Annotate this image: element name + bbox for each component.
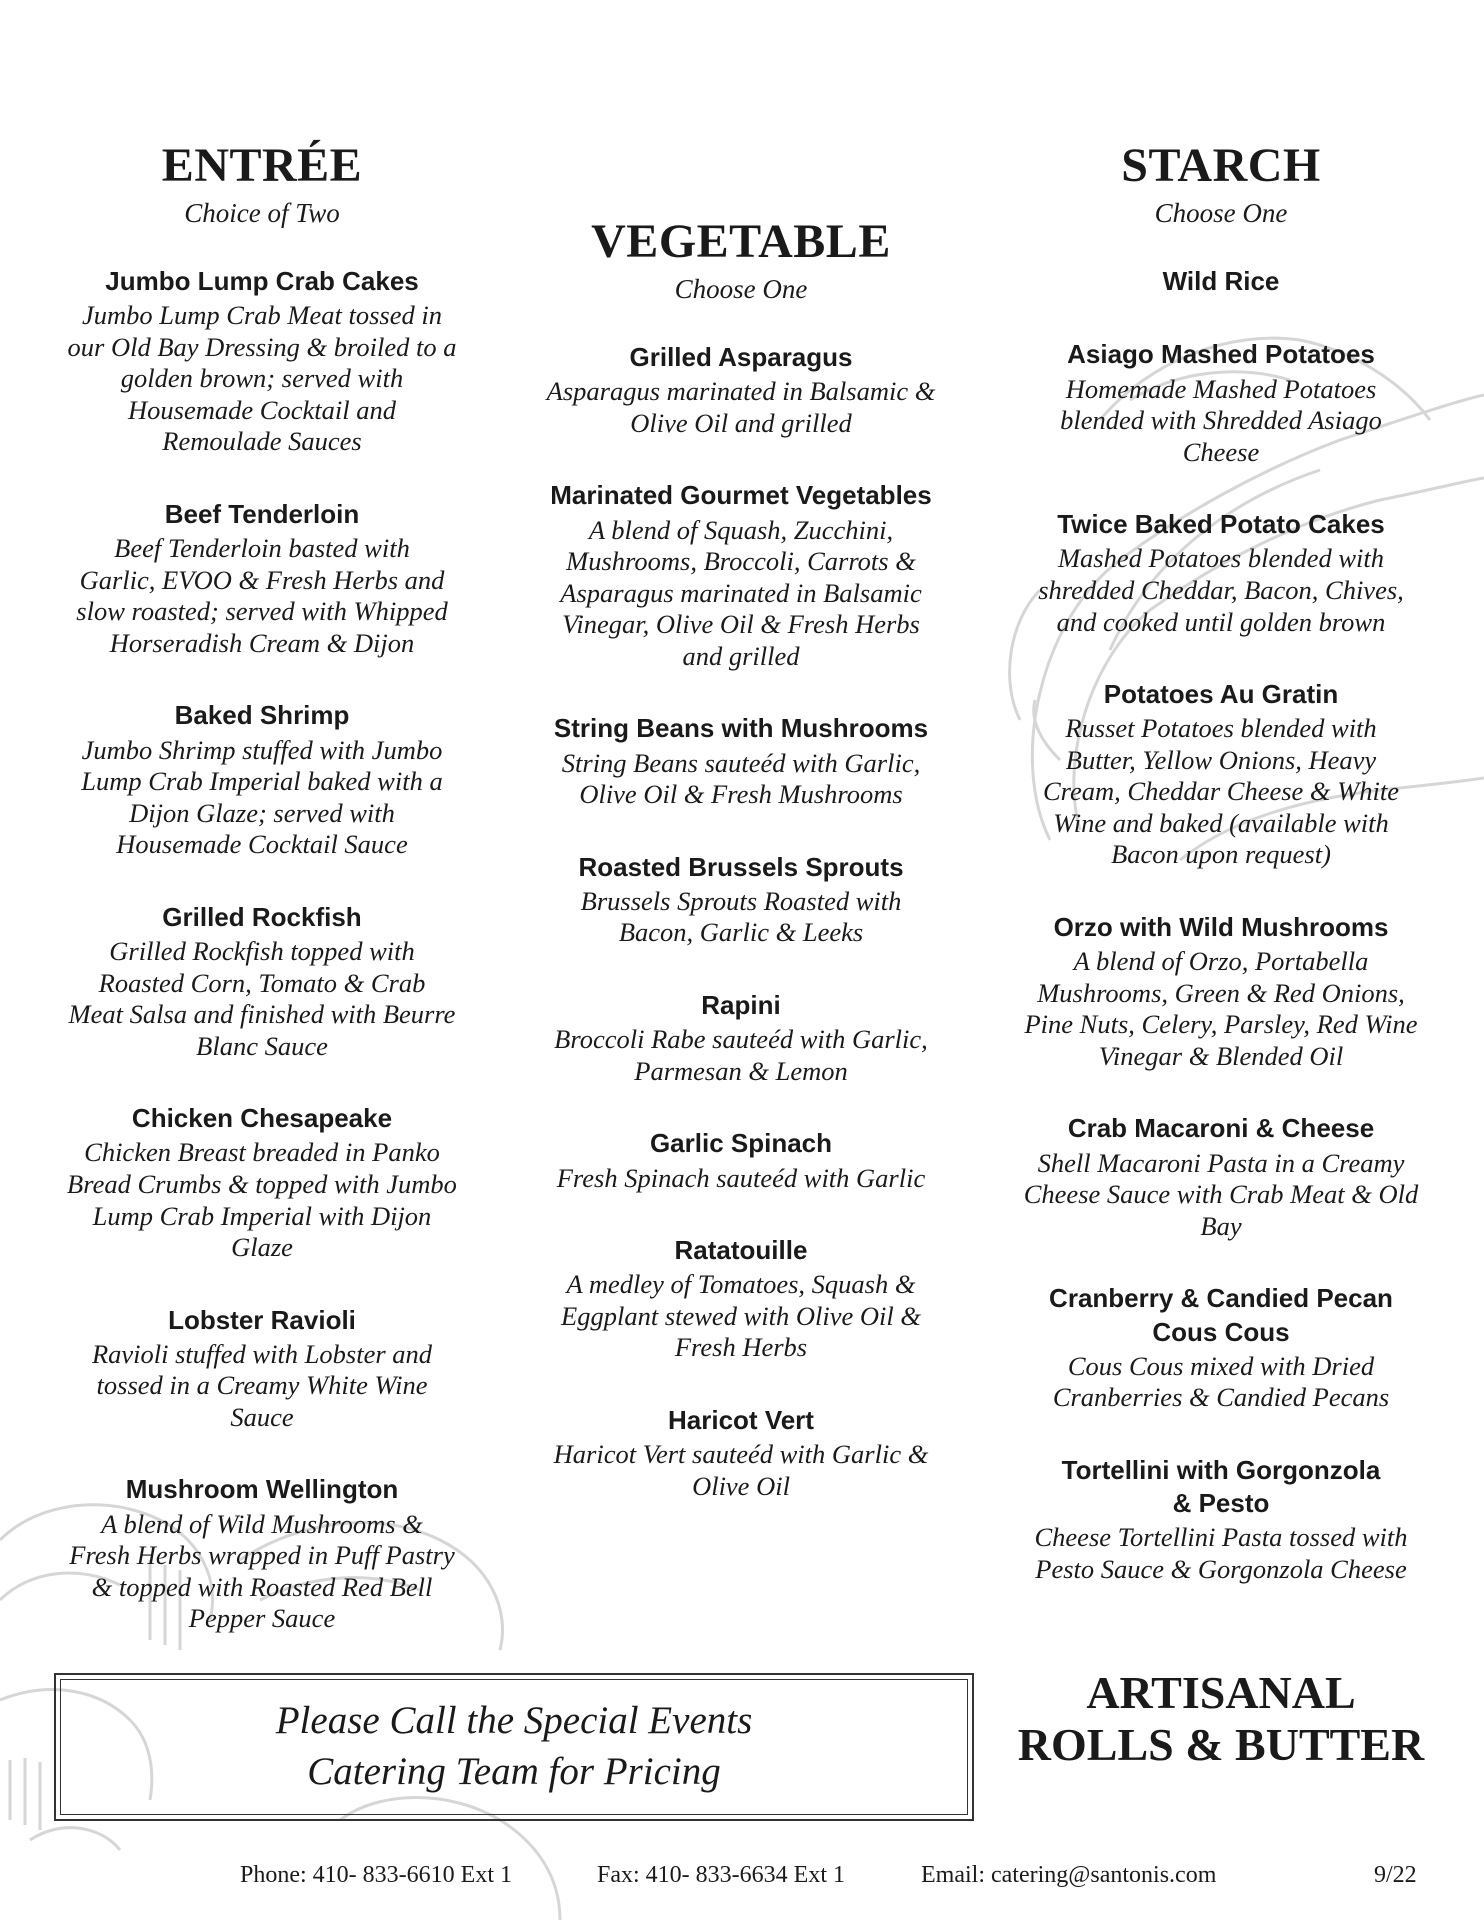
menu-item-description-line: and grilled [682,640,800,671]
menu-item-description-line: Horseradish Cream & Dijon [109,627,415,658]
menu-item-name: Orzo with Wild Mushrooms [1053,912,1389,942]
menu-item-description-line: Remoulade Sauces [162,426,362,457]
footer-fax: Fax: 410- 833-6634 Ext 1 [597,1862,845,1888]
menu-item-name-line: Cous Cous [1152,1316,1290,1347]
menu-item-description [1000,543,1442,638]
entree-items [46,265,478,1635]
rolls-heading [1000,1667,1442,1770]
menu-item [46,1102,478,1263]
menu-item-description [520,515,962,673]
menu-item [520,479,962,672]
menu-item [1000,1112,1442,1242]
menu-item-description-line: Vinegar & Blended Oil [1098,1040,1344,1071]
menu-item-description-line: Dijon Glaze; served with [129,797,395,828]
menu-item [46,699,478,860]
menu-item-description-line: Housemade Cocktail and [128,394,396,425]
menu-item-name-line: Tortellini with Gorgonzola [1061,1454,1381,1485]
menu-item-description [520,376,962,439]
menu-item-description-line: Parmesan & Lemon [634,1055,848,1086]
menu-item-description-line: Garlic, EVOO & Fresh Herbs and [79,564,445,595]
menu-item-description-line: & topped with Roasted Red Bell [91,1571,433,1602]
menu-item-description [1000,1522,1442,1585]
menu-item [520,1127,962,1194]
menu-item-description-line: A blend of Wild Mushrooms & [101,1508,423,1539]
menu-item-name: Wild Rice [1162,266,1280,297]
vegetable-section [520,215,962,1502]
footer-date: 9/22 [1374,1862,1417,1888]
menu-item-description-line: A medley of Tomatoes, Squash & [566,1269,916,1300]
menu-item-name: Jumbo Lump Crab Cakes [105,266,419,297]
menu-item-description [46,735,478,861]
menu-item [46,265,478,458]
menu-item-name: Ratatouille [674,1235,808,1266]
menu-item-description-line: Bay [1200,1210,1242,1241]
menu-item-description-line: String Beans sauteéd with Garlic, [561,747,921,778]
menu-item-name: Grilled Rockfish [162,901,362,932]
menu-item [1000,1282,1442,1414]
vegetable-items [520,341,962,1502]
menu-item-description-line: tossed in a Creamy White Wine [96,1370,428,1401]
menu-item-description [520,1163,962,1195]
menu-item-name: Asiago Mashed Potatoes [1067,339,1375,370]
menu-item [520,851,962,949]
menu-item-description-line: Chicken Breast breaded in Panko [84,1137,440,1168]
starch-section [1000,139,1442,1585]
menu-item-description [46,300,478,458]
entree-subtitle: Choice of Two [184,198,340,228]
footer-email: Email: catering@santonis.com [921,1862,1217,1888]
menu-item-description-line: Mushrooms, Green & Red Onions, [1037,977,1405,1008]
menu-item-description-line: Russet Potatoes blended with [1065,713,1377,744]
menu-item [46,901,478,1062]
starch-items [1000,265,1442,1585]
menu-item-description-line: blended with Shredded Asiago [1060,405,1382,436]
menu-item-name [1000,1454,1442,1521]
pricing-note-line1: Please Call the Special Events [275,1699,753,1743]
menu-item-name: String Beans with Mushrooms [553,713,929,744]
entree-title: ENTRÉE [161,139,363,192]
menu-item-description-line: Asparagus marinated in Balsamic & [546,376,936,407]
menu-item-description-line: Wine and baked (available with [1053,807,1389,838]
menu-item-description-line: Vinegar, Olive Oil & Fresh Herbs [562,609,920,640]
menu-item-description-line: Cream, Cheddar Cheese & White [1043,776,1399,807]
menu-item-description [46,533,478,659]
menu-item-description-line: Olive Oil [692,1470,790,1501]
menu-item-name: Grilled Asparagus [629,342,853,373]
menu-item [520,1234,962,1364]
menu-item-description-line: Brussels Sprouts Roasted with [580,885,902,916]
menu-item-description-line: Blanc Sauce [196,1030,328,1061]
menu-item-description-line: Fresh Herbs [674,1332,808,1363]
menu-item-name: Chicken Chesapeake [131,1103,393,1134]
menu-item [1000,265,1442,298]
menu-item-name-line: Cranberry & Candied Pecan [1049,1283,1393,1314]
menu-item-description-line: slow roasted; served with Whipped [76,596,448,627]
menu-item [520,341,962,439]
menu-item [46,498,478,659]
menu-item [520,989,962,1087]
menu-item-name: Baked Shrimp [174,700,350,731]
menu-item-name: Marinated Gourmet Vegetables [550,480,932,511]
menu-item-description-line: Meat Salsa and finished with Beurre [68,999,456,1030]
menu-item-description-line: Mushrooms, Broccoli, Carrots & [566,546,916,577]
menu-item-description [46,1509,478,1635]
menu-item [1000,1454,1442,1586]
menu-item-description-line: Lump Crab Imperial with Dijon [92,1200,432,1231]
menu-item-description-line: Pine Nuts, Celery, Parsley, Red Wine [1024,1009,1418,1040]
menu-item-description-line: Haricot Vert sauteéd with Garlic & [553,1439,929,1470]
menu-item-description-line: Jumbo Lump Crab Meat tossed in [82,300,442,331]
menu-item-description-line: Jumbo Shrimp stuffed with Jumbo [81,734,443,765]
menu-item [1000,338,1442,468]
pricing-note-box [54,1673,974,1821]
vegetable-subtitle: Choose One [674,274,808,304]
menu-item [1000,508,1442,638]
menu-item [46,1304,478,1434]
menu-item-description-line: Lump Crab Imperial baked with a [81,766,443,797]
menu-item-name: Twice Baked Potato Cakes [1057,509,1385,540]
menu-item-description-line: Pepper Sauce [188,1603,336,1634]
menu-item-description-line: Olive Oil & Fresh Mushrooms [579,779,903,810]
menu-item-name: Lobster Ravioli [168,1304,356,1335]
menu-item-description-line: Bacon upon request) [1111,839,1331,870]
vegetable-title: VEGETABLE [591,215,891,268]
menu-item-description [1000,374,1442,469]
rolls-line2: ROLLS & BUTTER [1017,1718,1425,1770]
menu-item-description-line: Cranberries & Candied Pecans [1052,1382,1390,1413]
menu-item-description [520,1439,962,1502]
menu-item-description [46,936,478,1062]
menu-item-name: Potatoes Au Gratin [1103,679,1339,710]
menu-item-description-line: Glaze [231,1232,293,1263]
menu-item [520,1404,962,1502]
starch-title: STARCH [1121,139,1321,192]
menu-item-description [520,748,962,811]
menu-item-name: Roasted Brussels Sprouts [578,851,904,882]
menu-item-description [520,886,962,949]
menu-item-description-line: Sauce [230,1401,294,1432]
menu-item-description-line: Homemade Mashed Potatoes [1065,373,1377,404]
menu-item-description-line: Cheese [1182,436,1260,467]
menu-item-description-line: Roasted Corn, Tomato & Crab [98,967,426,998]
menu-item [520,712,962,810]
menu-item-description [1000,1351,1442,1414]
menu-item-description [1000,946,1442,1072]
menu-item-description-line: Butter, Yellow Onions, Heavy [1065,744,1377,775]
menu-item-description-line: Bacon, Garlic & Leeks [618,917,864,948]
entree-section [46,139,478,1635]
rolls-line1: ARTISANAL [1086,1667,1356,1718]
menu-item-description-line: Cous Cous mixed with Dried [1067,1350,1375,1381]
menu-item-name: Haricot Vert [668,1404,814,1435]
menu-item-description [46,1137,478,1263]
menu-item-name [1000,1282,1442,1349]
menu-item-description-line: Fresh Spinach sauteéd with Garlic [556,1162,926,1193]
menu-item-description-line: our Old Bay Dressing & broiled to a [67,331,457,362]
starch-subtitle: Choose One [1154,198,1288,228]
menu-item-description [520,1024,962,1087]
menu-item [46,1473,478,1634]
menu-item-name: Crab Macaroni & Cheese [1067,1113,1375,1144]
menu-item-name: Beef Tenderloin [164,499,360,530]
menu-item-name: Rapini [701,990,781,1020]
menu-item [1000,678,1442,871]
menu-item-description-line: Broccoli Rabe sauteéd with Garlic, [554,1024,928,1055]
menu-item-description-line: Eggplant stewed with Olive Oil & [561,1300,921,1331]
pricing-note-line2: Catering Team for Pricing [307,1750,721,1793]
menu-item-description [46,1339,478,1434]
menu-item-description [1000,713,1442,871]
menu-item-description-line: Bread Crumbs & topped with Jumbo [67,1168,457,1199]
menu-item-name: Garlic Spinach [649,1128,833,1159]
menu-item-name-line: & Pesto [1172,1488,1270,1519]
menu-item-description [1000,1148,1442,1243]
menu-item-description-line: Fresh Herbs wrapped in Puff Pastry [69,1540,455,1571]
menu-item-description-line: Cheese Tortellini Pasta tossed with [1034,1522,1408,1553]
menu-item-description-line: Beef Tenderloin basted with [114,533,410,564]
menu-item-description-line: Mashed Potatoes blended with [1057,543,1385,574]
menu-item-description-line: Olive Oil and grilled [630,407,852,438]
menu-item-description-line: Shell Macaroni Pasta in a Creamy [1037,1147,1405,1178]
menu-item [1000,911,1442,1072]
menu-item-description [520,1269,962,1364]
menu-item-description-line: golden brown; served with [120,363,404,394]
menu-item-description-line: A blend of Orzo, Portabella [1073,946,1369,977]
menu-item-description-line: Cheese Sauce with Crab Meat & Old [1023,1179,1419,1210]
menu-item-description-line: A blend of Squash, Zucchini, [588,514,894,545]
menu-item-description-line: shredded Cheddar, Bacon, Chives, [1038,575,1404,606]
menu-item-description-line: Housemade Cocktail Sauce [116,829,408,860]
menu-item-description-line: Asparagus marinated in Balsamic [560,577,922,608]
menu-item-description-line: and cooked until golden brown [1056,606,1386,637]
menu-item-name: Mushroom Wellington [125,1474,399,1505]
menu-item-description-line: Pesto Sauce & Gorgonzola Cheese [1035,1553,1407,1584]
menu-item-description-line: Grilled Rockfish topped with [109,936,415,967]
menu-item-description-line: Ravioli stuffed with Lobster and [91,1338,433,1369]
footer-phone: Phone: 410- 833-6610 Ext 1 [240,1862,512,1888]
